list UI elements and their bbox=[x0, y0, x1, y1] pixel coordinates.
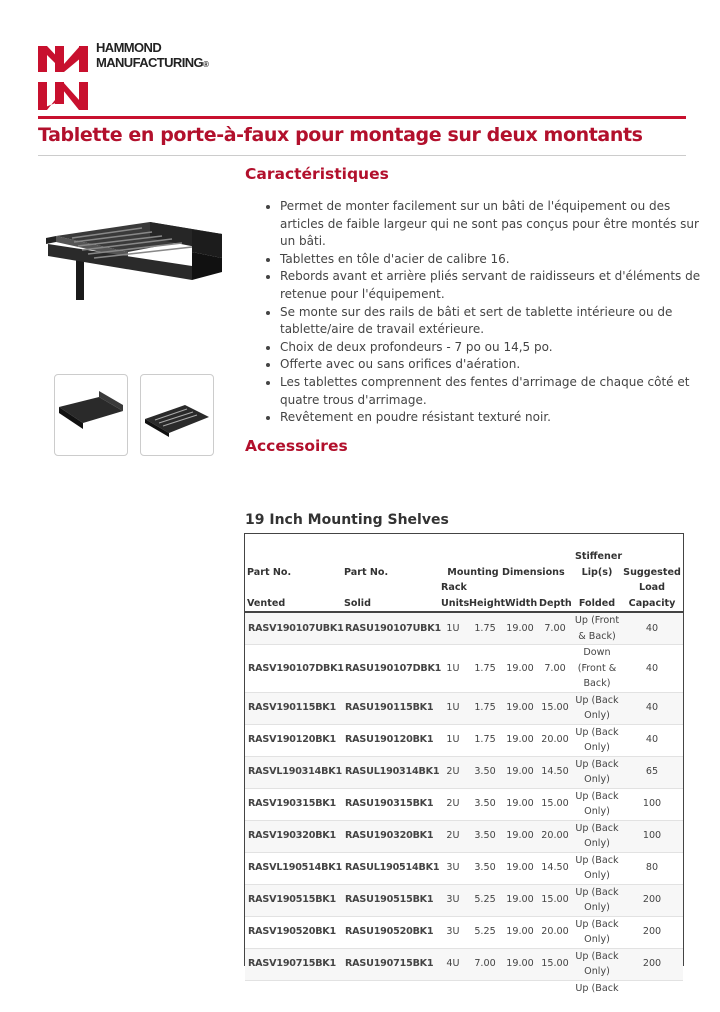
cell-vented[interactable]: RASV190520BK1 bbox=[245, 916, 342, 948]
specs-table-container bbox=[244, 533, 684, 994]
header-vented: Vented bbox=[245, 580, 342, 612]
table-row bbox=[245, 612, 683, 645]
table-row bbox=[245, 692, 683, 724]
table-row bbox=[245, 852, 683, 884]
cell-solid[interactable]: RASU190320BK1 bbox=[342, 820, 439, 852]
cell-depth: 7.00 bbox=[537, 612, 573, 645]
header-load-capacity: Load Capacity bbox=[621, 580, 683, 612]
shelf-solid-icon bbox=[55, 375, 127, 455]
cell-depth: 15.00 bbox=[537, 788, 573, 820]
table-row bbox=[245, 820, 683, 852]
cell-lip: Up (Back Only) bbox=[573, 756, 621, 788]
header-solid: Solid bbox=[342, 580, 439, 612]
cell-load: 200 bbox=[621, 884, 683, 916]
cell-units: 1U bbox=[439, 645, 467, 693]
cell-load: 40 bbox=[621, 692, 683, 724]
features-list bbox=[260, 198, 705, 427]
cell-load: 40 bbox=[621, 612, 683, 645]
cell-units: 3U bbox=[439, 916, 467, 948]
cell-height: 3.50 bbox=[467, 788, 503, 820]
cell-units: 2U bbox=[439, 820, 467, 852]
table-row bbox=[245, 756, 683, 788]
specs-table bbox=[245, 534, 683, 1011]
cell-vented[interactable]: RASV190115BK1 bbox=[245, 692, 342, 724]
header-depth: Depth bbox=[537, 580, 573, 612]
cell-solid[interactable]: RASU190515BK1 bbox=[342, 884, 439, 916]
cell-vented[interactable]: RASV190315BK1 bbox=[245, 788, 342, 820]
cell-units: 3U bbox=[439, 852, 467, 884]
cell-height: 1.75 bbox=[467, 724, 503, 756]
cell-vented[interactable]: RASV190120BK1 bbox=[245, 724, 342, 756]
cell-width: 19.00 bbox=[503, 884, 537, 916]
table-row bbox=[245, 884, 683, 916]
cell-height bbox=[467, 980, 503, 1011]
feature-item: • Offerte avec ou sans orifices d'aération. bbox=[280, 356, 705, 374]
header-height: Height bbox=[467, 580, 503, 612]
cell-width: 19.00 bbox=[503, 645, 537, 693]
cell-units: 1U bbox=[439, 724, 467, 756]
product-image-main bbox=[42, 208, 226, 308]
shelf-vented-icon bbox=[141, 375, 213, 455]
header-rack-units: Rack Units bbox=[439, 580, 467, 612]
cell-vented[interactable]: RASV190107UBK1 bbox=[245, 612, 342, 645]
cell-lip: Up (Back Only) bbox=[573, 820, 621, 852]
top-accent-bar bbox=[38, 116, 686, 119]
cell-vented[interactable]: RASV190715BK1 bbox=[245, 948, 342, 980]
feature-item: • Revêtement en poudre résistant texturé noir. bbox=[280, 409, 705, 427]
cell-load: 40 bbox=[621, 724, 683, 756]
cell-height: 1.75 bbox=[467, 692, 503, 724]
cell-width: 19.00 bbox=[503, 612, 537, 645]
header-stiffener: Stiffener Lip(s) bbox=[575, 551, 623, 578]
cell-depth: 14.50 bbox=[537, 852, 573, 884]
cell-units: 4U bbox=[439, 948, 467, 980]
cell-width: 19.00 bbox=[503, 756, 537, 788]
cell-depth: 14.50 bbox=[537, 756, 573, 788]
feature-item: • Tablettes en tôle d'acier de calibre 16. bbox=[280, 251, 705, 269]
features-heading: Caractéristiques bbox=[245, 165, 389, 183]
cell-height: 1.75 bbox=[467, 612, 503, 645]
cell-lip: Up (Back Only) bbox=[573, 948, 621, 980]
header-mounting-dimensions: Mounting Dimensions bbox=[447, 566, 565, 578]
cell-load: 65 bbox=[621, 756, 683, 788]
cell-units: 1U bbox=[439, 612, 467, 645]
cell-solid[interactable]: RASU190715BK1 bbox=[342, 948, 439, 980]
feature-item: • Choix de deux profondeurs - 7 po ou 14,5 po. bbox=[280, 339, 705, 357]
cell-vented[interactable]: RASV190107DBK1 bbox=[245, 645, 342, 693]
cell-units: 2U bbox=[439, 788, 467, 820]
cell-width: 19.00 bbox=[503, 916, 537, 948]
cell-depth: 15.00 bbox=[537, 948, 573, 980]
feature-item: • Les tablettes comprennent des fentes d'arrimage de chaque côté et quatre trous d'arrimage. bbox=[280, 374, 705, 409]
cell-width: 19.00 bbox=[503, 852, 537, 884]
cell-depth: 20.00 bbox=[537, 724, 573, 756]
cell-solid[interactable] bbox=[342, 980, 439, 1011]
cell-depth: 15.00 bbox=[537, 692, 573, 724]
cell-height: 7.00 bbox=[467, 948, 503, 980]
cell-depth: 15.00 bbox=[537, 884, 573, 916]
table-row bbox=[245, 788, 683, 820]
cell-vented[interactable]: RASVL190314BK1 bbox=[245, 756, 342, 788]
cell-lip: Up (Back bbox=[573, 980, 621, 1011]
header-folded: Folded bbox=[573, 580, 621, 612]
cell-width: 19.00 bbox=[503, 820, 537, 852]
cell-width: 19.00 bbox=[503, 692, 537, 724]
feature-item: • Se monte sur des rails de bâti et sert de tablette intérieure ou de tablette/aire de travail extérieure. bbox=[280, 304, 705, 339]
cell-lip: Down (Front & Back) bbox=[573, 645, 621, 693]
product-thumbnail-vented[interactable] bbox=[140, 374, 214, 456]
cell-solid[interactable]: RASU190315BK1 bbox=[342, 788, 439, 820]
cell-load: 200 bbox=[621, 916, 683, 948]
header-part-no-vented: Part No. bbox=[247, 566, 292, 578]
hammond-logo bbox=[38, 42, 88, 112]
accessories-heading: Accessoires bbox=[245, 437, 348, 455]
cell-units: 1U bbox=[439, 692, 467, 724]
brand-name bbox=[96, 40, 208, 72]
cell-width: 19.00 bbox=[503, 788, 537, 820]
cell-load bbox=[621, 980, 683, 1011]
cell-vented[interactable] bbox=[245, 980, 342, 1011]
cell-lip: Up (Back Only) bbox=[573, 884, 621, 916]
cell-solid[interactable]: RASU190115BK1 bbox=[342, 692, 439, 724]
brand-reg: ® bbox=[203, 60, 209, 69]
title-divider bbox=[38, 155, 686, 156]
cell-lip: Up (Back Only) bbox=[573, 724, 621, 756]
cell-height: 3.50 bbox=[467, 756, 503, 788]
cell-lip: Up (Back Only) bbox=[573, 916, 621, 948]
cell-solid[interactable]: RASU190107UBK1 bbox=[342, 612, 439, 645]
table-title: 19 Inch Mounting Shelves bbox=[245, 512, 449, 528]
cell-lip: Up (Front & Back) bbox=[573, 612, 621, 645]
table-row bbox=[245, 724, 683, 756]
cell-depth: 20.00 bbox=[537, 820, 573, 852]
table-row bbox=[245, 916, 683, 948]
cell-height: 5.25 bbox=[467, 884, 503, 916]
cell-width: 19.00 bbox=[503, 724, 537, 756]
header-suggested: Suggested bbox=[623, 566, 681, 578]
feature-item: • Permet de monter facilement sur un bâti de l'équipement ou des articles de faible largeur qui ne sont pas conçus pour être montés sur un bâti. bbox=[280, 198, 705, 251]
cell-height: 3.50 bbox=[467, 852, 503, 884]
cell-solid[interactable]: RASUL190314BK1 bbox=[342, 756, 439, 788]
cell-lip: Up (Back Only) bbox=[573, 692, 621, 724]
cell-height: 3.50 bbox=[467, 820, 503, 852]
header-part-no-solid: Part No. bbox=[344, 566, 389, 578]
cell-vented[interactable]: RASVL190514BK1 bbox=[245, 852, 342, 884]
brand-line-2: MANUFACTURING bbox=[96, 55, 204, 70]
table-row bbox=[245, 645, 683, 693]
cell-solid[interactable]: RASU190107DBK1 bbox=[342, 645, 439, 693]
brand-line-1: HAMMOND bbox=[96, 40, 162, 55]
product-thumbnail-solid[interactable] bbox=[54, 374, 128, 456]
table-row bbox=[245, 980, 683, 1011]
cell-load: 40 bbox=[621, 645, 683, 693]
page-title: Tablette en porte-à-faux pour montage sur deux montants bbox=[38, 124, 643, 146]
cell-solid[interactable]: RASUL190514BK1 bbox=[342, 852, 439, 884]
cell-vented[interactable]: RASV190515BK1 bbox=[245, 884, 342, 916]
table-row bbox=[245, 948, 683, 980]
cell-width: 19.00 bbox=[503, 948, 537, 980]
feature-item: • Rebords avant et arrière pliés servant de raidisseurs et d'éléments de retenue pour l'équipement. bbox=[280, 268, 705, 303]
cell-depth bbox=[537, 980, 573, 1011]
cell-load: 200 bbox=[621, 948, 683, 980]
cell-units bbox=[439, 980, 467, 1011]
cell-depth: 20.00 bbox=[537, 916, 573, 948]
cell-units: 3U bbox=[439, 884, 467, 916]
cell-vented[interactable]: RASV190320BK1 bbox=[245, 820, 342, 852]
header-width: Width bbox=[503, 580, 537, 612]
cell-depth: 7.00 bbox=[537, 645, 573, 693]
cell-height: 1.75 bbox=[467, 645, 503, 693]
cell-width bbox=[503, 980, 537, 1011]
cell-units: 2U bbox=[439, 756, 467, 788]
cell-lip: Up (Back Only) bbox=[573, 788, 621, 820]
cell-load: 100 bbox=[621, 820, 683, 852]
cell-solid[interactable]: RASU190520BK1 bbox=[342, 916, 439, 948]
cell-lip: Up (Back Only) bbox=[573, 852, 621, 884]
cell-solid[interactable]: RASU190120BK1 bbox=[342, 724, 439, 756]
cell-load: 80 bbox=[621, 852, 683, 884]
cell-height: 5.25 bbox=[467, 916, 503, 948]
cell-load: 100 bbox=[621, 788, 683, 820]
